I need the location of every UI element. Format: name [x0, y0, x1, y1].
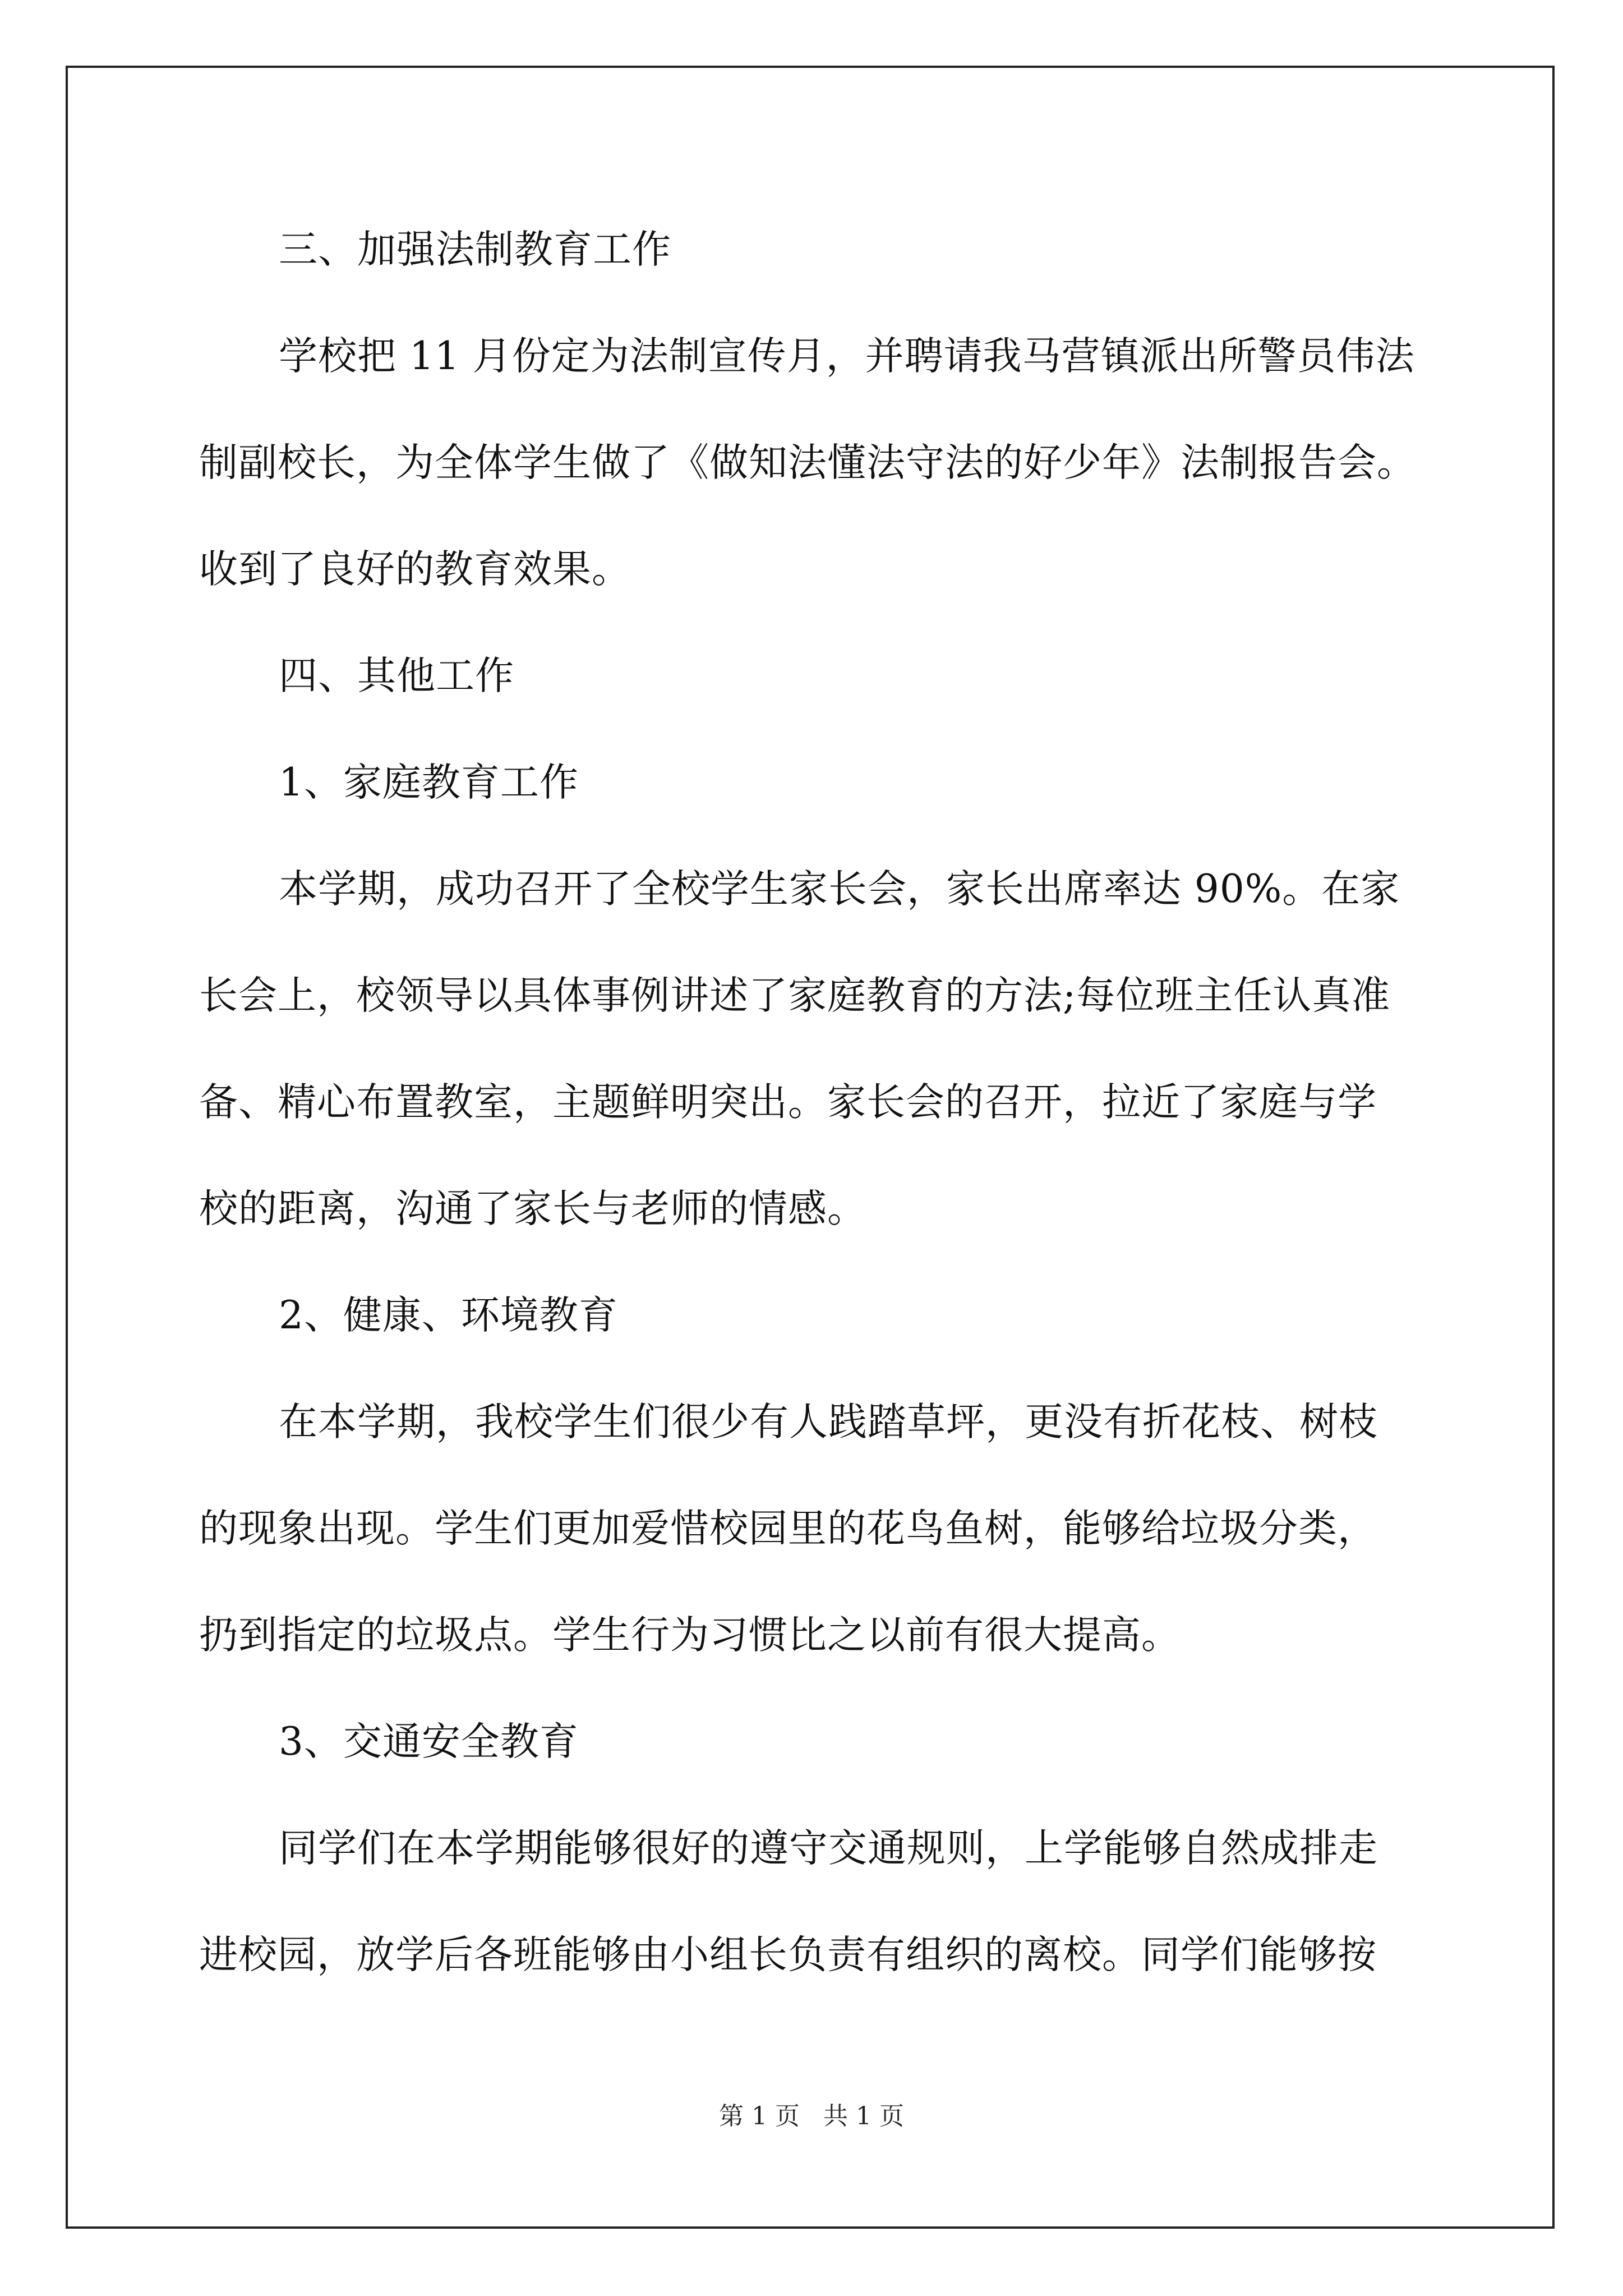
page-number-footer: 第 1 页 共 1 页: [719, 2102, 904, 2131]
paragraph-line: 制副校长，为全体学生做了《做知法懂法守法的好少年》法制报告会。: [199, 440, 1416, 485]
paragraph-line: 本学期，成功召开了全校学生家长会，家长出席率达 90%。在家: [279, 867, 1400, 912]
paragraph-line: 在本学期，我校学生们很少有人践踏草坪，更没有折花枝、树枝: [279, 1400, 1378, 1444]
paragraph-line: 的现象出现。学生们更加爱惜校园里的花鸟鱼树，能够给垃圾分类，: [199, 1506, 1377, 1551]
paragraph-line: 备、精心布置教室，主题鲜明突出。家长会的召开，拉近了家庭与学: [199, 1080, 1377, 1125]
subheading-1: 1、家庭教育工作: [279, 760, 579, 805]
heading-section-4: 四、其他工作: [279, 654, 514, 698]
paragraph-line: 进校园，放学后各班能够由小组长负责有组织的离校。同学们能够按: [199, 1932, 1377, 1977]
paragraph-line: 扔到指定的垃圾点。学生行为习惯比之以前有很大提高。: [199, 1613, 1181, 1658]
paragraph-line: 收到了良好的教育效果。: [199, 547, 631, 592]
paragraph-line: 同学们在本学期能够很好的遵守交通规则，上学能够自然成排走: [279, 1826, 1378, 1871]
paragraph-line: 长会上，校领导以具体事例讲述了家庭教育的方法;每位班主任认真准: [199, 973, 1391, 1018]
paragraph-line: 学校把 11 月份定为法制宣传月，并聘请我马营镇派出所警员伟法: [279, 334, 1415, 379]
subheading-2: 2、健康、环境教育: [279, 1293, 618, 1338]
paragraph-line: 校的距离，沟通了家长与老师的情感。: [199, 1186, 866, 1231]
page-border: [66, 66, 1555, 2229]
subheading-3: 3、交通安全教育: [279, 1719, 579, 1764]
heading-section-3: 三、加强法制教育工作: [279, 227, 671, 272]
